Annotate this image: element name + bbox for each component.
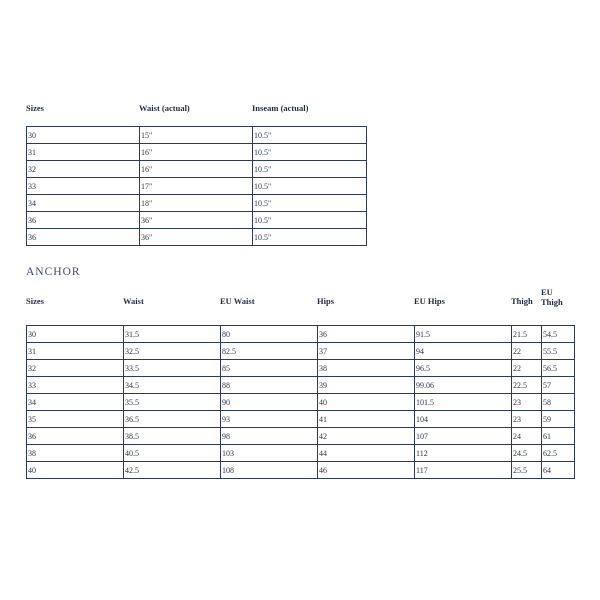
table-cell: 16"	[140, 161, 253, 178]
table-cell: 41	[318, 411, 415, 428]
table-cell: 34	[27, 195, 140, 212]
table-cell: 64	[542, 462, 575, 479]
table-cell: 32	[27, 360, 124, 377]
table-cell: 10.5"	[253, 178, 367, 195]
table-cell: 22.5	[512, 377, 542, 394]
table-cell: 40.5	[124, 445, 221, 462]
table-cell: 23	[512, 411, 542, 428]
table-row	[27, 343, 575, 360]
table-cell: 33	[27, 178, 140, 195]
table-cell: 104	[415, 411, 512, 428]
table-cell: 38	[27, 445, 124, 462]
table-row	[27, 394, 575, 411]
table-cell: 40	[27, 462, 124, 479]
table2-header-5: Thigh	[511, 296, 533, 306]
table-cell: 37	[318, 343, 415, 360]
table-cell: 56.5	[542, 360, 575, 377]
table-cell: 32	[27, 161, 140, 178]
table-cell: 34.5	[124, 377, 221, 394]
table-cell: 44	[318, 445, 415, 462]
table-cell: 108	[221, 462, 318, 479]
table-cell: 33	[27, 377, 124, 394]
table-cell: 21.5	[512, 326, 542, 343]
table-row	[27, 360, 575, 377]
table-row	[27, 144, 367, 161]
table-cell: 36"	[140, 212, 253, 229]
table-cell: 39	[318, 377, 415, 394]
table-row	[27, 195, 367, 212]
table-row	[27, 212, 367, 229]
table-cell: 85	[221, 360, 318, 377]
table-cell: 42.5	[124, 462, 221, 479]
table-cell: 36	[318, 326, 415, 343]
table-cell: 98	[221, 428, 318, 445]
table-cell: 38.5	[124, 428, 221, 445]
table-cell: 35.5	[124, 394, 221, 411]
table-cell: 62.5	[542, 445, 575, 462]
table-cell: 22	[512, 343, 542, 360]
table1-header-2: Inseam (actual)	[252, 103, 309, 113]
table-cell: 40	[318, 394, 415, 411]
table2-header-4: EU Hips	[414, 296, 445, 306]
table-cell: 46	[318, 462, 415, 479]
table-cell: 25.5	[512, 462, 542, 479]
table1-header-1: Waist (actual)	[139, 103, 190, 113]
table2-header-1: Waist	[123, 296, 144, 306]
size-chart-table-anchor	[26, 325, 575, 479]
table-cell: 57	[542, 377, 575, 394]
table-cell: 31	[27, 144, 140, 161]
table-row	[27, 462, 575, 479]
table-cell: 31	[27, 343, 124, 360]
table1-header-0: Sizes	[26, 103, 44, 113]
table-cell: 99.06	[415, 377, 512, 394]
table2-header-0: Sizes	[26, 296, 44, 306]
size-chart-table-1	[26, 126, 367, 246]
table-cell: 59	[542, 411, 575, 428]
table-cell: 16"	[140, 144, 253, 161]
table-cell: 80	[221, 326, 318, 343]
table-row	[27, 161, 367, 178]
table-cell: 42	[318, 428, 415, 445]
table-cell: 93	[221, 411, 318, 428]
table-cell: 22	[512, 360, 542, 377]
table-cell: 90	[221, 394, 318, 411]
table-row	[27, 229, 367, 246]
table-cell: 103	[221, 445, 318, 462]
table-cell: 58	[542, 394, 575, 411]
table-row	[27, 411, 575, 428]
table-cell: 36	[27, 229, 140, 246]
section-title-anchor: ANCHOR	[26, 266, 81, 278]
table-cell: 10.5"	[253, 127, 367, 144]
table-row	[27, 445, 575, 462]
table-cell: 91.5	[415, 326, 512, 343]
table-cell: 18"	[140, 195, 253, 212]
table-cell: 36.5	[124, 411, 221, 428]
table-cell: 36"	[140, 229, 253, 246]
table-row	[27, 178, 367, 195]
table2-header-3: Hips	[317, 296, 335, 306]
table-cell: 24.5	[512, 445, 542, 462]
table2-header-2: EU Waist	[220, 296, 255, 306]
table-cell: 10.5"	[253, 161, 367, 178]
table-cell: 23	[512, 394, 542, 411]
table-cell: 17"	[140, 178, 253, 195]
table-cell: 38	[318, 360, 415, 377]
table-cell: 10.5"	[253, 229, 367, 246]
table-cell: 94	[415, 343, 512, 360]
table-cell: 82.5	[221, 343, 318, 360]
table-cell: 96.5	[415, 360, 512, 377]
table-cell: 31.5	[124, 326, 221, 343]
table-row	[27, 428, 575, 445]
table-cell: 88	[221, 377, 318, 394]
table-cell: 101.5	[415, 394, 512, 411]
table-row	[27, 377, 575, 394]
table-cell: 32.5	[124, 343, 221, 360]
table-cell: 54.5	[542, 326, 575, 343]
table-cell: 30	[27, 127, 140, 144]
table-row	[27, 127, 367, 144]
table-cell: 112	[415, 445, 512, 462]
table-cell: 24	[512, 428, 542, 445]
table-cell: 117	[415, 462, 512, 479]
table-cell: 35	[27, 411, 124, 428]
table-row	[27, 326, 575, 343]
table-cell: 36	[27, 428, 124, 445]
table-cell: 10.5"	[253, 144, 367, 161]
table-cell: 61	[542, 428, 575, 445]
table-cell: 34	[27, 394, 124, 411]
table-cell: 10.5"	[253, 212, 367, 229]
table-cell: 33.5	[124, 360, 221, 377]
table-cell: 30	[27, 326, 124, 343]
table-cell: 107	[415, 428, 512, 445]
table2-header-6: EU Thigh	[541, 287, 563, 307]
table-cell: 36	[27, 212, 140, 229]
table-cell: 55.5	[542, 343, 575, 360]
table-cell: 15"	[140, 127, 253, 144]
table-cell: 10.5"	[253, 195, 367, 212]
